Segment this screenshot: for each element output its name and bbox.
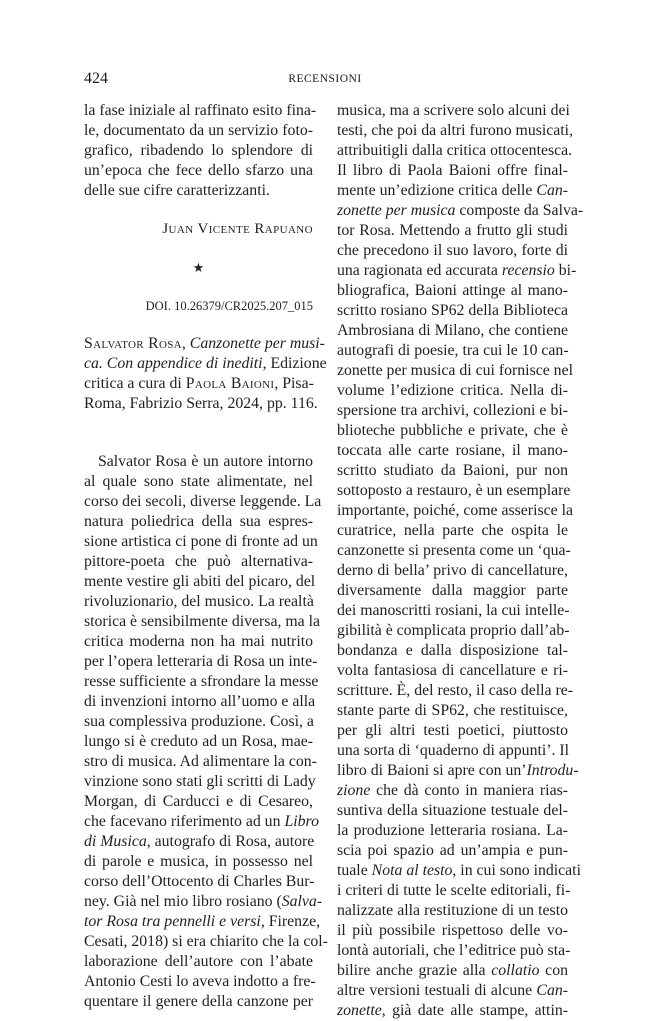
text-line: la fase iniziale al raffinato esito fina- — [84, 102, 317, 119]
text-line: la produzione letteraria rosiana. La- — [337, 822, 568, 839]
book-citation: Salvator Rosa, Canzonette per musi- ca. Con appendice di inediti, Edizione critica a cura di Paola Baioni, Pisa- Roma, Fabrizio Serra, 2024, pp. 116. — [84, 335, 327, 412]
text-line: volta fantasiosa di cancellature e ri- — [337, 662, 568, 679]
text-line: grafico, ribadendo lo splendore di — [84, 142, 313, 159]
left-column — [84, 101, 328, 1012]
star-separator-icon: ★ — [192, 260, 205, 275]
text-line: quentare il genere della canzone per — [84, 993, 313, 1010]
text-line: natura poliedrica della sua espres- — [84, 513, 313, 530]
text-line: testi, che poi da altri furono musicati, — [337, 122, 574, 139]
text-line: sua complessiva produzione. Così, a — [84, 713, 314, 730]
text-line: critica moderna non ha mai nutrito — [84, 633, 313, 650]
text-line: resse sufficiente a sfrondare la messe — [84, 673, 319, 690]
citation-text: critica a cura di — [84, 375, 186, 392]
text-line: zione che dà conto in maniera rias- — [337, 782, 568, 799]
text-line: il più possibile rispettoso delle vo- — [337, 922, 568, 939]
text-line: nalizzate alla restituzione di un testo — [337, 902, 568, 919]
text-line: corso dei secoli, diverse leggende. La — [84, 493, 322, 510]
text-line: suntiva della situazione testuale del- — [337, 802, 568, 819]
citation-editor: Paola Baioni — [185, 375, 275, 392]
text-line: tuale Nota al testo, in cui sono indicati — [337, 862, 581, 879]
text-line: per gli altri testi poetici, piuttosto — [337, 722, 568, 739]
text-line: diversamente dalla maggior parte — [337, 582, 568, 599]
text-line: al quale sono state alimentate, nel — [84, 473, 313, 490]
text-line: pittore-poeta che può alternativa- — [84, 553, 313, 570]
text-line: una ragionata ed accurata recensio bi- — [337, 262, 577, 279]
text-line: mente un’edizione critica delle Can- — [337, 182, 568, 199]
citation-text: , Edizione — [262, 355, 327, 372]
text-line: una sorta di ‘quaderno di appunti’. Il — [337, 742, 570, 759]
text-line: Il libro di Paola Baioni offre final- — [337, 162, 568, 179]
text-line: stro di musica. Ad alimentare la con- — [84, 753, 317, 770]
review-signature: Juan Vicente Rapuano — [162, 221, 313, 237]
citation-text: , Pisa- — [274, 375, 314, 392]
text-line: bilire anche grazie alla collatio con — [337, 962, 568, 979]
text-line: spersione tra archivi, collezioni e bi- — [337, 402, 568, 419]
text-line: Cesati, 2018) si era chiarito che la col- — [84, 933, 328, 950]
text-line: di parole e musica, in possesso nel — [84, 853, 313, 870]
text-line: sione artistica ci pone di fronte ad un — [84, 533, 318, 550]
text-line: tor Rosa tra pennelli e versi, Firenze, — [84, 913, 321, 930]
text-line: altre versioni testuali di alcune Can- — [337, 982, 568, 999]
text-line: laborazione dell’autore con l’abate — [84, 953, 313, 970]
citation-title: ca. Con appendice di inediti — [84, 355, 263, 372]
text-line: che facevano riferimento ad un Libro — [84, 813, 319, 830]
text-line: libro di Baioni si apre con un’Introdu- — [337, 762, 579, 779]
running-head — [84, 70, 566, 90]
text-line: scritture. È, del resto, il caso della re- — [337, 682, 573, 699]
text-line: autografi di poesie, tra cui le 10 can- — [337, 342, 569, 359]
text-line: che precedono il suo lavoro, forte di — [337, 242, 568, 259]
text-line: scritto studiato da Baioni, pur non — [337, 462, 568, 479]
text-line: ney. Già nel mio libro rosiano (Salva- — [84, 893, 323, 910]
text-line: curatrice, nella parte che ospita le — [337, 522, 568, 539]
text-line: scia poi spazio ad un’ampia e pun- — [337, 842, 568, 859]
text-line: Morgan, di Carducci e di Cesareo, — [84, 793, 313, 810]
text-line: mente vestire gli abiti del picaro, del — [84, 573, 316, 590]
text-line: gibilità è complicata proprio dall’ab- — [337, 622, 570, 639]
text-line: i criteri di tutte le scelte editoriali, fi- — [337, 882, 571, 899]
text-line: zonette, già date alle stampe, attin- — [337, 1002, 568, 1019]
text-line: dei manoscritti rosiani, la cui intelle- — [337, 602, 570, 619]
text-line: Antonio Cesti lo aveva indotto a fre- — [84, 973, 316, 990]
text-line: stante parte di SP62, che restituisce, — [337, 702, 568, 719]
running-title: RECENSIONI — [288, 73, 362, 85]
text-line: zonette per musica di cui fornisce nel — [337, 362, 573, 379]
review-body — [84, 452, 328, 1012]
text-line: importante, poiché, come asserisce la — [337, 502, 573, 519]
text-line: corso dell’Ottocento di Charles Bur- — [84, 873, 315, 890]
text-line: bondanza e dalla disposizione tal- — [337, 642, 568, 659]
text-line: tor Rosa. Mettendo a frutto gli studi — [337, 222, 568, 239]
doi-reference: DOI. 10.26379/CR2025.207_015 — [145, 299, 313, 313]
page-number: 424 — [84, 70, 108, 87]
text-line: vinzione sono stati gli scritti di Lady — [84, 773, 316, 790]
text-line: musica, ma a scrivere solo alcuni dei — [337, 102, 570, 119]
text-line: blioteche pubbliche e private, che è — [337, 422, 568, 439]
text-line: un’epoca che fece dello sfarzo una — [84, 162, 313, 179]
citation-author: Salvator Rosa — [84, 335, 182, 352]
text-line: le, documentato da un servizio foto- — [84, 122, 313, 139]
text-line: di Musica, autografo di Rosa, autore — [84, 833, 315, 850]
text-line: volume l’edizione critica. Nella di- — [337, 382, 568, 399]
citation-title: Canzonette per musi- — [189, 335, 325, 352]
text-line: attribuitigli dalla critica ottocentesca. — [337, 142, 573, 159]
text-line: canzonette si presenta come un ‘qua- — [337, 542, 571, 559]
right-column — [337, 101, 584, 1021]
text-line: zonette per musica composte da Salva- — [337, 202, 584, 219]
text-line: lungo si è creduto ad un Rosa, mae- — [84, 733, 313, 750]
text-line: bliografica, Baioni attinge al mano- — [337, 282, 568, 299]
text-line: Salvator Rosa è un autore intorno — [98, 453, 313, 470]
citation-text: Roma, Fabrizio Serra, 2024, pp. 116. — [84, 395, 318, 412]
text-line: rivoluzionario, del musico. La realtà — [84, 593, 314, 610]
text-line: di invenzioni intorno all’uomo e alla — [84, 693, 316, 710]
text-line: delle sue cifre caratterizzanti. — [84, 182, 270, 199]
text-line: lontà autoriali, che l’editrice può sta- — [337, 942, 571, 959]
text-line: storica è sensibilmente diversa, ma la — [84, 613, 320, 630]
text-line: toccata alle carte rosiane, il mano- — [337, 442, 568, 459]
text-line: sottoposto a restauro, è un esemplare — [337, 482, 571, 499]
text-line: Ambrosiana di Milano, che contiene — [337, 322, 568, 339]
text-line: per l’opera letteraria di Rosa un inte- — [84, 653, 318, 670]
text-line: scritto rosiano SP62 della Biblioteca — [337, 302, 568, 319]
text-line: derno di bella’ privo di cancellature, — [337, 562, 568, 579]
